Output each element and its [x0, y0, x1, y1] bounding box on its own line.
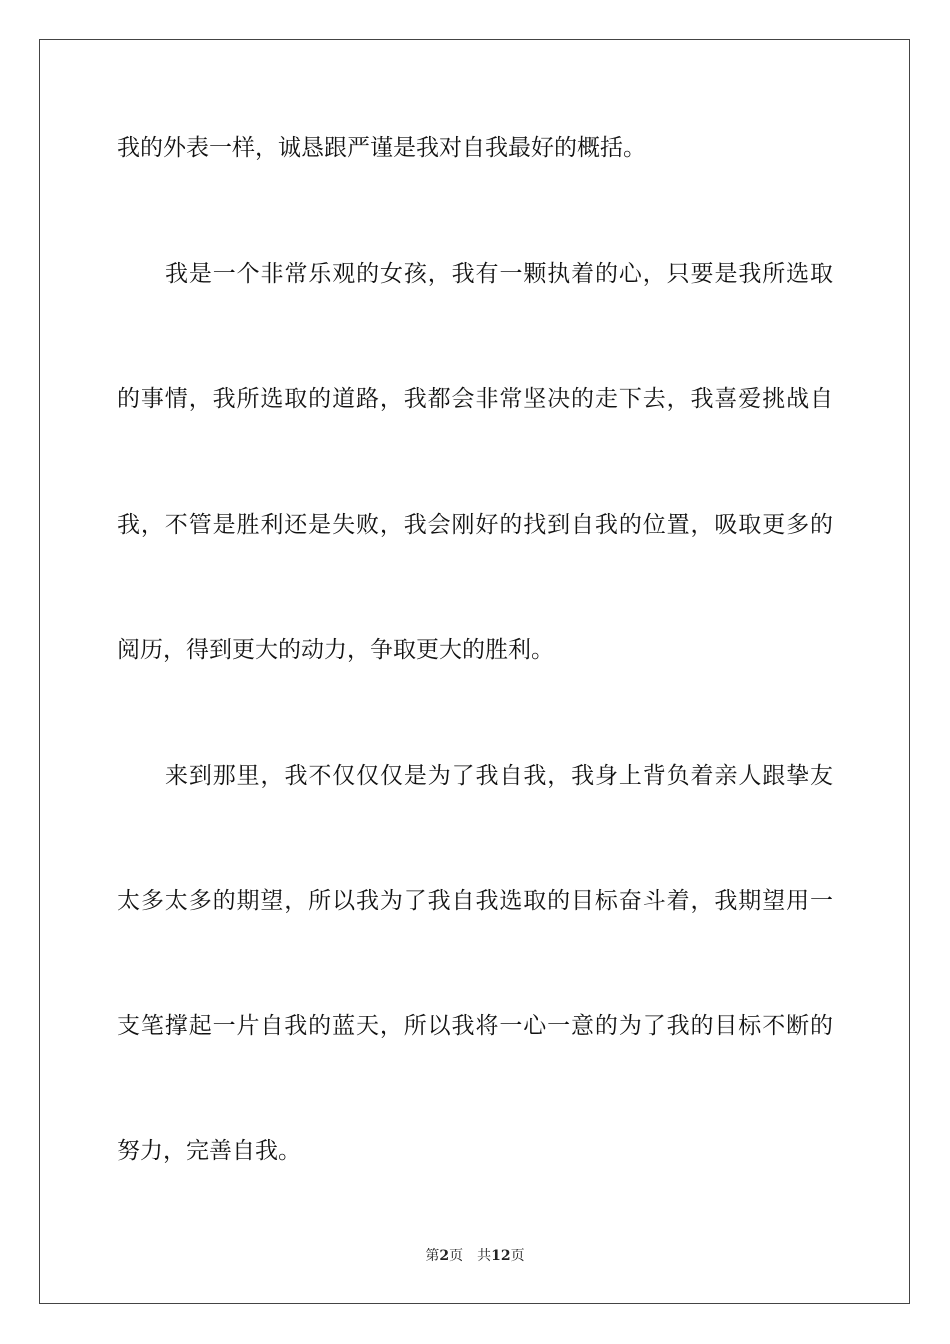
page-suffix: 页	[449, 1248, 464, 1264]
paragraph-3-line-1: 来到那里，我不仅仅仅是为了我自我，我身上背负着亲人跟挚友	[165, 763, 833, 789]
page-prefix: 第	[425, 1248, 440, 1264]
paragraph-2-line-1: 我是一个非常乐观的女孩，我有一颗执着的心，只要是我所选取	[165, 261, 833, 287]
paragraph-2-line-2: 的事情，我所选取的道路，我都会非常坚决的走下去，我喜爱挑战自	[117, 386, 833, 412]
paragraph-2-line-4: 阅历，得到更大的动力，争取更大的胜利。	[117, 637, 554, 663]
paragraph-3-line-4: 努力，完善自我。	[117, 1138, 301, 1164]
paragraph-3-line-3: 支笔撑起一片自我的蓝天，所以我将一心一意的为了我的目标不断的	[117, 1013, 833, 1039]
paragraph-3-line-2: 太多太多的期望，所以我为了我自我选取的目标奋斗着，我期望用一	[117, 888, 833, 914]
page-border	[39, 39, 910, 1304]
total-pages: 12	[491, 1248, 511, 1264]
total-suffix: 页	[510, 1248, 525, 1264]
paragraph-2-line-3: 我，不管是胜利还是失败，我会刚好的找到自我的位置，吸取更多的	[117, 512, 833, 538]
total-prefix: 共	[477, 1248, 492, 1264]
page-number: 2	[439, 1248, 450, 1264]
paragraph-1-line-1: 我的外表一样，诚恳跟严谨是我对自我最好的概括。	[117, 135, 646, 161]
page-footer	[0, 1247, 950, 1265]
